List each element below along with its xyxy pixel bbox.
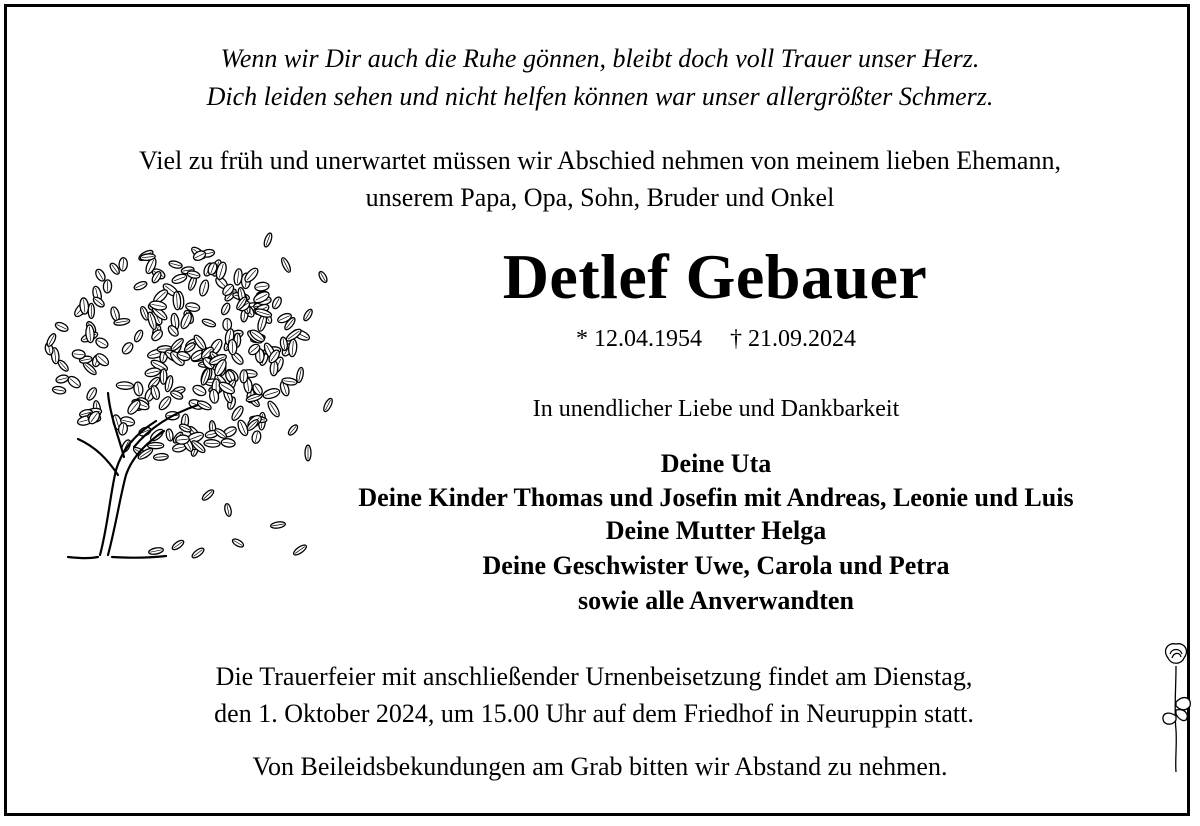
family-line-3: Deine Mutter Helga bbox=[605, 516, 827, 545]
family-line-5: sowie alle Anverwandten bbox=[578, 586, 854, 615]
intro-line-2: unserem Papa, Opa, Sohn, Bruder und Onkel bbox=[365, 183, 835, 212]
family-line-2: Deine Kinder Thomas und Josefin mit Andreas, Leonie und Luis bbox=[358, 483, 1074, 512]
rose-icon bbox=[1156, 640, 1196, 776]
verse-line-1: Wenn wir Dir auch die Ruhe gönnen, bleibt doch voll Trauer unser Herz. bbox=[220, 44, 980, 73]
life-dates bbox=[216, 326, 1200, 353]
service-line-1: Die Trauerfeier mit anschließender Urnenbeisetzung findet am Dienstag, bbox=[215, 662, 973, 691]
birth-date: * 12.04.1954 bbox=[576, 326, 702, 352]
condolence-note: Von Beileidsbekundungen am Grab bitten wir Abstand zu nehmen. bbox=[252, 752, 948, 781]
family-line-1: Deine Uta bbox=[660, 449, 772, 478]
windblown-tree-icon bbox=[38, 225, 338, 575]
intro-line-1: Viel zu früh und unerwartet müssen wir Abschied nehmen von meinem lieben Ehemann, bbox=[139, 146, 1061, 175]
family-line-4: Deine Geschwister Uwe, Carola und Petra bbox=[482, 551, 950, 580]
deceased-name: Detlef Gebauer bbox=[502, 241, 928, 312]
service-line-2: den 1. Oktober 2024, um 15.00 Uhr auf dem Friedhof in Neuruppin statt. bbox=[214, 699, 974, 728]
verse-line-2: Dich leiden sehen und nicht helfen können war unser allergrößter Schmerz. bbox=[206, 82, 994, 111]
death-date: † 21.09.2024 bbox=[730, 326, 856, 352]
thanks-line: In unendlicher Liebe und Dankbarkeit bbox=[532, 396, 900, 422]
